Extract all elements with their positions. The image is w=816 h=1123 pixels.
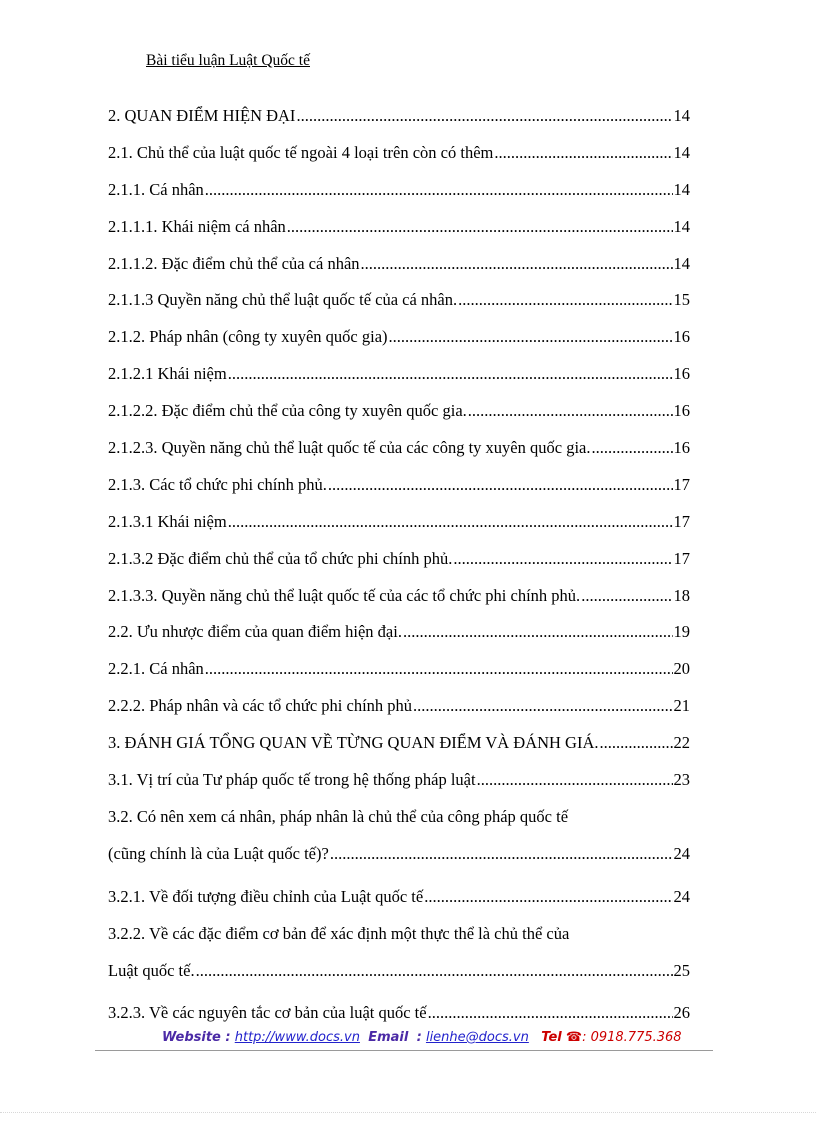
toc-entry[interactable] xyxy=(108,881,690,918)
toc-page-number: 16 xyxy=(673,401,690,421)
toc-entry[interactable] xyxy=(108,807,690,881)
toc-page-number: 26 xyxy=(673,1003,690,1023)
toc-leader-dots xyxy=(477,770,673,790)
toc-leader-dots xyxy=(196,961,673,981)
toc-leader-dots xyxy=(468,401,673,421)
toc-entry-text: 3.2.1. Về đối tượng điều chỉnh của Luật quốc tế xyxy=(108,886,424,906)
toc-entry[interactable] xyxy=(108,432,690,469)
toc-page-number: 17 xyxy=(673,474,690,494)
toc-page-number: 17 xyxy=(673,511,690,531)
toc-page-number: 18 xyxy=(673,585,690,605)
toc-leader-dots xyxy=(330,844,673,864)
toc-page-number: 20 xyxy=(673,659,690,679)
toc-leader-dots xyxy=(428,1003,673,1023)
toc-entry-text: 3.1. Vị trí của Tư pháp quốc tế trong hệ thống pháp luật xyxy=(108,770,476,790)
toc-entry-text: 2.2.1. Cá nhân xyxy=(108,659,204,679)
phone-icon: ☎ xyxy=(565,1030,583,1045)
toc-entry[interactable] xyxy=(108,100,690,137)
toc-leader-dots xyxy=(600,733,673,753)
toc-entry[interactable] xyxy=(108,284,690,321)
toc-page-number: 22 xyxy=(673,733,690,753)
toc-entry[interactable] xyxy=(108,469,690,506)
toc-page-number: 14 xyxy=(673,106,690,125)
toc-leader-dots xyxy=(413,696,672,716)
toc-entry[interactable] xyxy=(108,997,690,1034)
page-footer xyxy=(162,1030,682,1045)
toc-leader-dots xyxy=(424,887,672,907)
toc-entry-text: 2.1.3.2 Đặc điểm chủ thể của tổ chức phi chính phủ. xyxy=(108,548,453,568)
toc-leader-dots xyxy=(228,512,673,532)
toc-entry-text: 2.1.1.2. Đặc điểm chủ thể của cá nhân xyxy=(108,253,360,273)
toc-entry[interactable] xyxy=(108,580,690,617)
toc-entry-text: 2. QUAN ĐIỂM HIỆN ĐẠI xyxy=(108,106,296,125)
toc-entry-text: 3.2.3. Về các nguyên tắc cơ bản của luật quốc tế xyxy=(108,1003,427,1023)
toc-entry-text-line1: 3.2.2. Về các đặc điểm cơ bản để xác định một thực thể là chủ thể của xyxy=(108,923,570,943)
toc-entry[interactable] xyxy=(108,321,690,358)
toc-page-number: 25 xyxy=(673,960,690,980)
toc-entry-text: 2.1.3. Các tổ chức phi chính phủ. xyxy=(108,474,327,494)
toc-page-number: 24 xyxy=(673,843,690,863)
toc-leader-dots xyxy=(287,217,673,237)
toc-page-number: 21 xyxy=(673,696,690,716)
toc-entry-text: Luật quốc tế. xyxy=(108,960,195,980)
toc-entry-text: 3. ĐÁNH GIÁ TỔNG QUAN VỀ TỪNG QUAN ĐIỂM VÀ ĐÁNH GIÁ. xyxy=(108,733,599,753)
toc-entry-text: 2.2. Ưu nhược điểm của quan điểm hiện đại. xyxy=(108,622,402,642)
toc-page-number: 14 xyxy=(673,216,690,236)
toc-page-number: 15 xyxy=(673,290,690,310)
toc-leader-dots xyxy=(328,475,673,495)
toc-leader-dots xyxy=(361,254,673,274)
toc-entry[interactable] xyxy=(108,248,690,285)
toc-entry[interactable] xyxy=(108,137,690,174)
toc-entry-text: (cũng chính là của Luật quốc tế)? xyxy=(108,843,329,863)
toc-page-number: 19 xyxy=(673,622,690,642)
toc-leader-dots xyxy=(458,290,672,310)
tel-separator: : xyxy=(582,1030,587,1045)
website-label: Website : xyxy=(162,1030,231,1045)
email-label: Email xyxy=(368,1030,409,1045)
toc-entry-text: 2.1.2.2. Đặc điểm chủ thể của công ty xuyên quốc gia. xyxy=(108,401,467,421)
tel-label: Tel xyxy=(541,1030,562,1045)
toc-entry[interactable] xyxy=(108,653,690,690)
toc-entry-text: 2.2.2. Pháp nhân và các tổ chức phi chính phủ xyxy=(108,696,413,716)
toc-leader-dots xyxy=(228,364,673,384)
toc-entry-text: 2.1.1. Cá nhân xyxy=(108,179,204,199)
footer-divider xyxy=(95,1050,713,1051)
toc-leader-dots xyxy=(453,549,672,569)
toc-entry-text: 2.1. Chủ thể của luật quốc tế ngoài 4 loại trên còn có thêm xyxy=(108,142,494,162)
toc-entry[interactable] xyxy=(108,690,690,727)
toc-leader-dots xyxy=(296,106,672,126)
toc-page-number: 16 xyxy=(673,364,690,384)
toc-entry-text: 2.1.3.3. Quyền năng chủ thể luật quốc tế của các tổ chức phi chính phủ. xyxy=(108,585,581,605)
toc-entry-text-line1: 3.2. Có nên xem cá nhân, pháp nhân là chủ thể của công pháp quốc tế xyxy=(108,806,569,826)
toc-entry[interactable] xyxy=(108,506,690,543)
toc-leader-dots xyxy=(403,622,673,642)
toc-leader-dots xyxy=(205,659,673,679)
toc-leader-dots xyxy=(389,327,673,347)
table-of-contents xyxy=(108,100,690,1034)
toc-leader-dots xyxy=(591,438,672,458)
email-link[interactable]: lienhe@docs.vn xyxy=(425,1030,529,1045)
toc-leader-dots xyxy=(581,586,672,606)
toc-entry[interactable] xyxy=(108,616,690,653)
toc-page-number: 14 xyxy=(673,253,690,273)
toc-entry[interactable] xyxy=(108,727,690,764)
toc-entry-text: 2.1.3.1 Khái niệm xyxy=(108,511,227,531)
toc-entry[interactable] xyxy=(108,395,690,432)
toc-entry-text: 2.1.1.1. Khái niệm cá nhân xyxy=(108,216,286,236)
toc-page-number: 16 xyxy=(673,327,690,347)
toc-page-number: 17 xyxy=(673,548,690,568)
toc-page-number: 14 xyxy=(673,179,690,199)
email-separator: : xyxy=(416,1030,422,1045)
page-bottom-divider xyxy=(0,1112,816,1113)
document-header: Bài tiểu luận Luật Quốc tế xyxy=(146,52,310,69)
tel-number: 0918.775.368 xyxy=(590,1030,682,1045)
toc-entry-text: 2.1.1.3 Quyền năng chủ thể luật quốc tế của cá nhân. xyxy=(108,290,458,310)
toc-entry-text: 2.1.2.3. Quyền năng chủ thể luật quốc tế của các công ty xuyên quốc gia. xyxy=(108,438,591,458)
toc-entry-text: 2.1.2.1 Khái niệm xyxy=(108,364,227,384)
toc-entry[interactable] xyxy=(108,211,690,248)
toc-entry[interactable] xyxy=(108,174,690,211)
toc-page-number: 23 xyxy=(673,770,690,790)
toc-entry[interactable] xyxy=(108,764,690,801)
toc-entry[interactable] xyxy=(108,924,690,998)
website-link[interactable]: http://www.docs.vn xyxy=(234,1030,360,1045)
toc-page-number: 14 xyxy=(673,142,690,162)
toc-entry[interactable] xyxy=(108,358,690,395)
toc-page-number: 24 xyxy=(673,886,690,906)
toc-entry-text: 2.1.2. Pháp nhân (công ty xuyên quốc gia) xyxy=(108,327,388,347)
toc-leader-dots xyxy=(494,143,672,163)
toc-page-number: 16 xyxy=(673,438,690,458)
toc-leader-dots xyxy=(205,180,673,200)
toc-entry[interactable] xyxy=(108,543,690,580)
